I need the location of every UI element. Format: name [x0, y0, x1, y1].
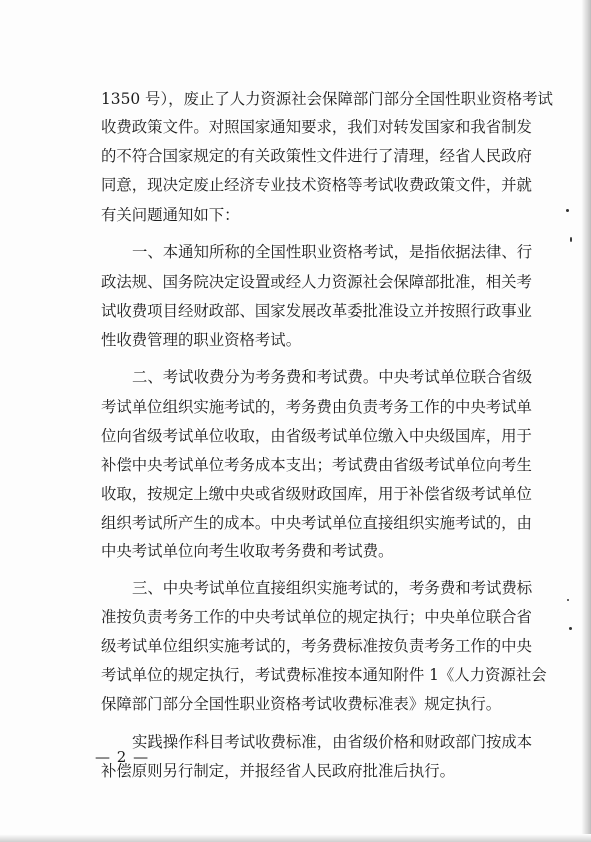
- body-text-line: 政法规、国务院决定设置或经人力资源社会保障部批准，相关考: [101, 273, 532, 291]
- body-text-line: 一、本通知所称的全国性职业资格考试，是指依据法律、行: [132, 243, 533, 261]
- body-text-line: 的不符合国家规定的有关政策性文件进行了清理，经省人民政府: [101, 147, 532, 165]
- body-text-line: 实践操作科目考试收费标准，由省级价格和财政部门按成本: [132, 733, 533, 751]
- body-text-line: 考试单位的规定执行，考试费标准按本通知附件 1《人力资源社会: [101, 666, 547, 684]
- body-text-line: 三、中央考试单位直接组织实施考试的，考务费和考试费标: [132, 579, 533, 597]
- body-text-line: 同意，现决定废止经济专业技术资格等考试收费政策文件，并就: [101, 176, 532, 194]
- body-text-line: 考试单位组织实施考试的，考务费由负责考务工作的中央考试单: [101, 398, 532, 416]
- scan-shadow-right: [581, 0, 591, 842]
- body-text-line: 收取，按规定上缴中央或省级财政国库，用于补偿省级考试单位: [101, 485, 532, 503]
- body-text-line: 1350 号），废止了人力资源社会保障部门部分全国性职业资格考试: [101, 90, 553, 108]
- scan-speck: [566, 209, 569, 212]
- body-text-line: 补偿中央考试单位考务成本支出；考试费由省级考试单位向考生: [101, 456, 532, 474]
- body-text-line: 试收费项目经财政部、国家发展改革委批准设立并按照行政事业: [101, 302, 532, 320]
- page-number: — 2 —: [95, 748, 150, 766]
- scan-speck: [567, 599, 569, 601]
- body-text-line: 补偿原则另行制定，并报经省人民政府批准后执行。: [101, 762, 455, 780]
- body-text-line: 有关问题通知如下：: [101, 206, 240, 224]
- body-text-line: 组织考试所产生的成本。中央考试单位直接组织实施考试的，由: [101, 514, 532, 532]
- body-text-line: 位向省级考试单位收取，由省级考试单位缴入中央级国库，用于: [101, 427, 532, 445]
- body-text-line: 二、考试收费分为考务费和考试费。中央考试单位联合省级: [132, 368, 533, 386]
- scan-speck: [569, 627, 572, 630]
- body-text-line: 中央考试单位向考生收取考务费和考试费。: [101, 542, 394, 560]
- body-text-line: 级考试单位组织实施考试的，考务费标准按负责考务工作的中央: [101, 637, 532, 655]
- scan-shadow-bottom: [0, 834, 591, 842]
- body-text-line: 收费政策文件。对照国家通知要求，我们对转发国家和我省制发: [101, 118, 532, 136]
- scan-speck: [570, 237, 572, 242]
- body-text-line: 性收费管理的职业资格考试。: [101, 331, 302, 349]
- body-text-line: 准按负责考务工作的中央考试单位的规定执行；中央单位联合省: [101, 608, 532, 626]
- body-text-line: 保障部门部分全国性职业资格考试收费标准表》规定执行。: [101, 695, 502, 713]
